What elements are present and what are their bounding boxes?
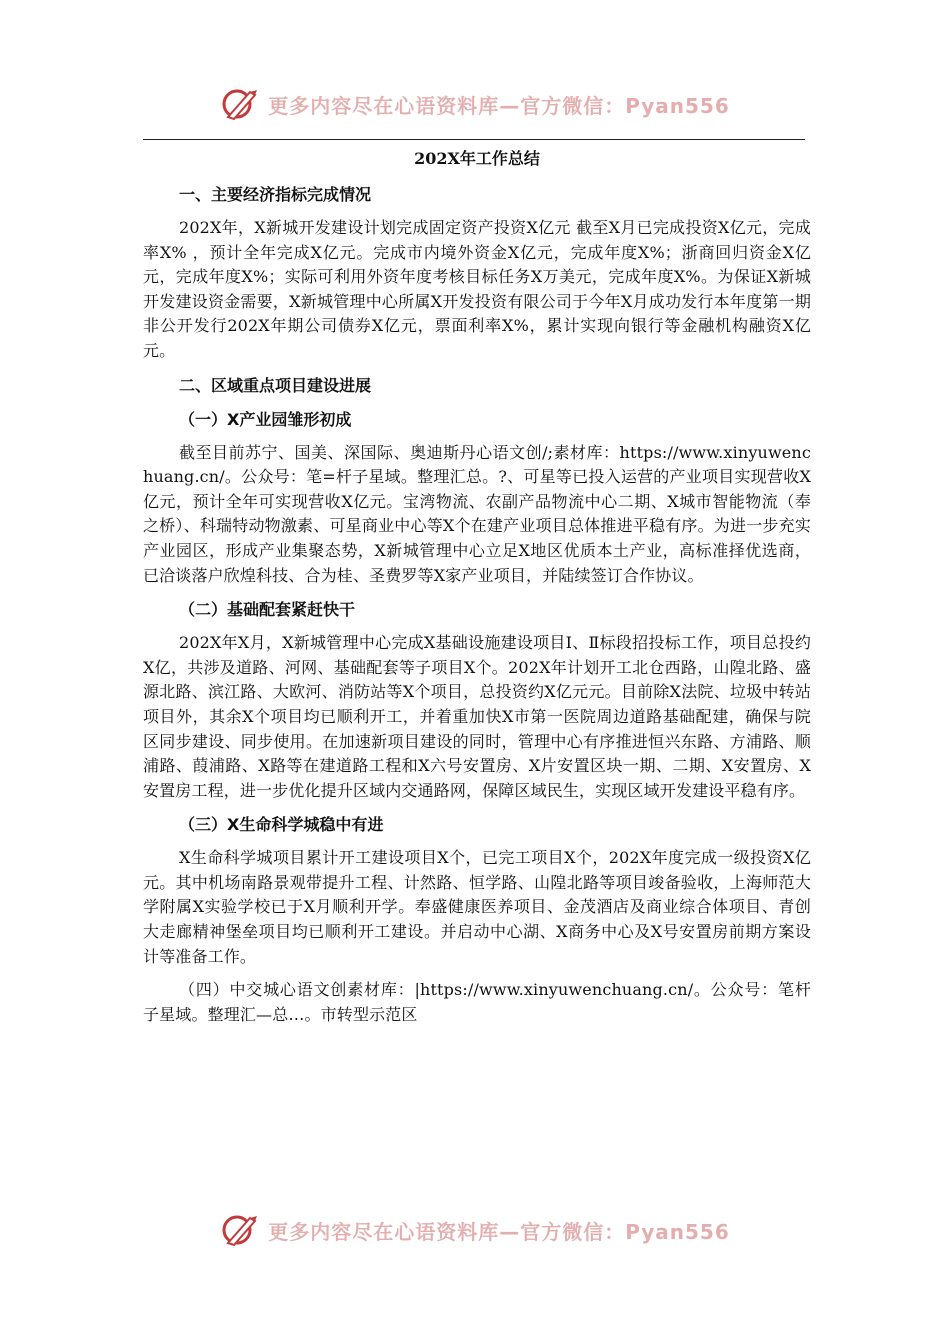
paragraph-life-science-city: X生命科学城项目累计开工建设项目X个，已完工项目X个，202X年度完成一级投资X亿元。其中机场南路景观带提升工程、计然路、恒学路、山隍北路等项目竣备验收，上海师范大学附属X实验学校已于X月顺利开学。奉盛健康医养项目、金茂酒店及商业综合体项目、青创大走廊精神堡垒项目均已顺利开工建设。并启动中心湖、X商务中心及X号安置房前期方案设计等准备工作。 [143,848,811,966]
header-banner [0,82,950,126]
banner-text: 更多内容尽在心语资料库—官方微信：Pyan556 [268,1219,730,1244]
subheading-life-science-city: （三）X生命科学城稳中有进 [179,815,384,835]
subheading-industrial-park: （一）X产业园雏形初成 [179,409,352,429]
header-divider [143,139,805,140]
paragraph-economic-indicators: 202X年，X新城开发建设计划完成固定资产投资X亿元 截至X月已完成投资X亿元，完成率X% ，预计全年完成X亿元。完成市内境外资金X亿元，完成年度X%；浙商回归资金X亿元，完成年度X%；实际可利用外资年度考核目标任务X万美元，完成年度X%。为保证X新城开发建设资金需要，X新城管理中心所属X开发投资有限公司于今年X月成功发行本年度第一期非公开发行202X年期公司债券X亿元，票面利率X%，累计实现向银行等金融机构融资X亿元。 [143,218,811,360]
footer-banner [0,1208,950,1252]
subheading-infrastructure: （二）基础配套紧赶快干 [179,600,356,620]
document-title: 202X年工作总结 [414,149,540,168]
paragraph-transformation-zone: （四）中交城心语文创素材库：|https://www.xinyuwenchuang.cn/。公众号：笔杆子星域。整理汇—总…。市转型示范区 [143,980,811,1024]
section-heading-economic-indicators: 一、主要经济指标完成情况 [179,185,372,204]
paragraph-infrastructure: 202X年X月，X新城管理中心完成X基础设施建设项目Ⅰ、Ⅱ标段招投标工作，项目总投约X亿，共涉及道路、河网、基础配套等子项目X个。202X年计划开工北仓西路，山隍北路、盛源北路、滨江路、大欧河、消防站等X个项目，总投资约X亿元元。目前除X法院、垃圾中转站项目外，其余X个项目均已顺利开工，并着重加快X市第一医院周边道路基础配建，确保与院区同步建设、同步使用。在加速新项目建设的同时，管理中心有序推进恒兴东路、方浦路、顺浦路、葭浦路、X路等在建道路工程和X六号安置房、X片安置区块一期、二期、X安置房、X安置房工程，进一步优化提升区域内交通路网，保障区域民生，实现区域开发建设平稳有序。 [143,633,811,800]
pen-in-circle-logo [220,84,260,124]
pen-in-circle-logo [220,1210,260,1250]
section-heading-key-projects: 二、区域重点项目建设进展 [179,375,372,395]
document-body [143,146,811,1036]
paragraph-industrial-park: 截至目前苏宁、国美、深国际、奥迪斯丹心语文创/;素材库：https://www.xinyuwenchuang.cn/。公众号：笔=杆子星域。整理汇总。?、可星等已投入运营的产业项目实现营收X亿元，预计全年可实现营收X亿元。宝湾物流、农副产品物流中心二期、X城市智能物流（奉之桥）、科瑞特动物激素、可星商业中心等X个在建产业项目总体推进平稳有序。为进一步充实产业园区，形成产业集聚态势，X新城管理中心立足X地区优质本土产业，高标准择优选商，已洽谈落户欣煌科技、合为桂、圣费罗等X家产业项目，并陆续签订合作协议。 [143,442,811,585]
banner-text: 更多内容尽在心语资料库—官方微信：Pyan556 [268,93,730,118]
